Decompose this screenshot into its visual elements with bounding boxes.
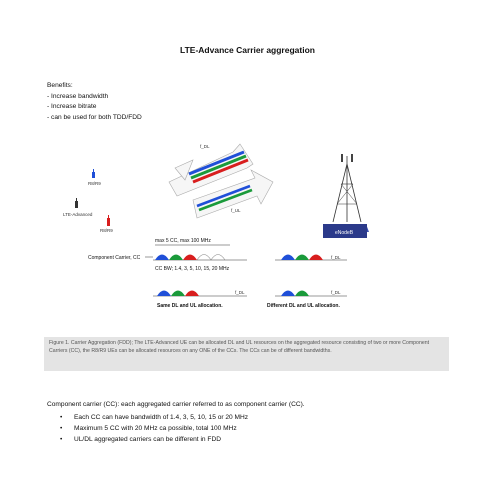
list-item: • UL/DL aggregated carriers can be different in FDD <box>60 436 221 443</box>
ue-label: LTE-Advanced <box>63 212 93 217</box>
same-allocation-label: Same DL and UL allocation. <box>157 303 223 309</box>
ue-phone-icon <box>107 215 110 226</box>
carrier-aggregation-diagram <box>45 138 450 328</box>
page-title: LTE-Advance Carrier aggregation <box>180 45 315 55</box>
benefit-item: - Increase bitrate <box>47 103 97 110</box>
bullet: • <box>60 414 63 421</box>
bullet: • <box>60 425 63 432</box>
bullet: • <box>60 436 63 443</box>
cc-intro: Component carrier (CC): each aggregated carrier referred to as component carrier (CC). <box>47 401 305 408</box>
cc-list <box>47 412 248 445</box>
ue-phone-icon <box>75 198 78 208</box>
benefits-section <box>47 81 142 123</box>
figure-caption: Figure 1. Carrier Aggregation (FDD); The LTE-Advanced UE can be allocated DL and UL resources on the aggregated resource consisting of two or more Component Carriers (CC), the R8/R9 UEs can be allocated resources on any ONE of the CCs. The CCs can be of different bandwidths. <box>44 337 449 371</box>
benefit-item: - Increase bandwidth <box>47 92 109 100</box>
ue-label: R8/R9 <box>88 181 101 186</box>
dl-arrow-label: f_DL <box>200 144 210 149</box>
component-carrier-label: Component Carrier, CC <box>88 255 141 261</box>
enodeb-tower-icon <box>323 154 369 238</box>
frequency-label: f_DL <box>331 290 341 295</box>
frequency-label: f_DL <box>331 255 341 260</box>
list-item: • Maximum 5 CC with 20 MHz ca possible, total 100 MHz <box>60 425 237 432</box>
max-cc-label: max 5 CC, max 100 MHz <box>155 238 211 244</box>
cc-bandwidth-label: CC BW; 1.4, 3, 5, 10, 15, 20 MHz <box>155 266 230 272</box>
benefit-item: - can be used for both TDD/FDD <box>47 113 142 121</box>
ue-phone-icon <box>92 169 95 178</box>
benefits-heading: Benefits: <box>47 82 73 89</box>
frequency-label: f_DL <box>235 290 245 295</box>
different-allocation-label: Different DL and UL allocation. <box>267 303 340 309</box>
ue-label: R8/R9 <box>100 228 113 233</box>
ul-arrow-label: f_UL <box>231 208 241 213</box>
list-item: • Each CC can have bandwidth of 1.4, 3, 5, 10, 15 or 20 MHz <box>60 414 249 421</box>
enodeb-label: eNodeB <box>335 230 354 236</box>
